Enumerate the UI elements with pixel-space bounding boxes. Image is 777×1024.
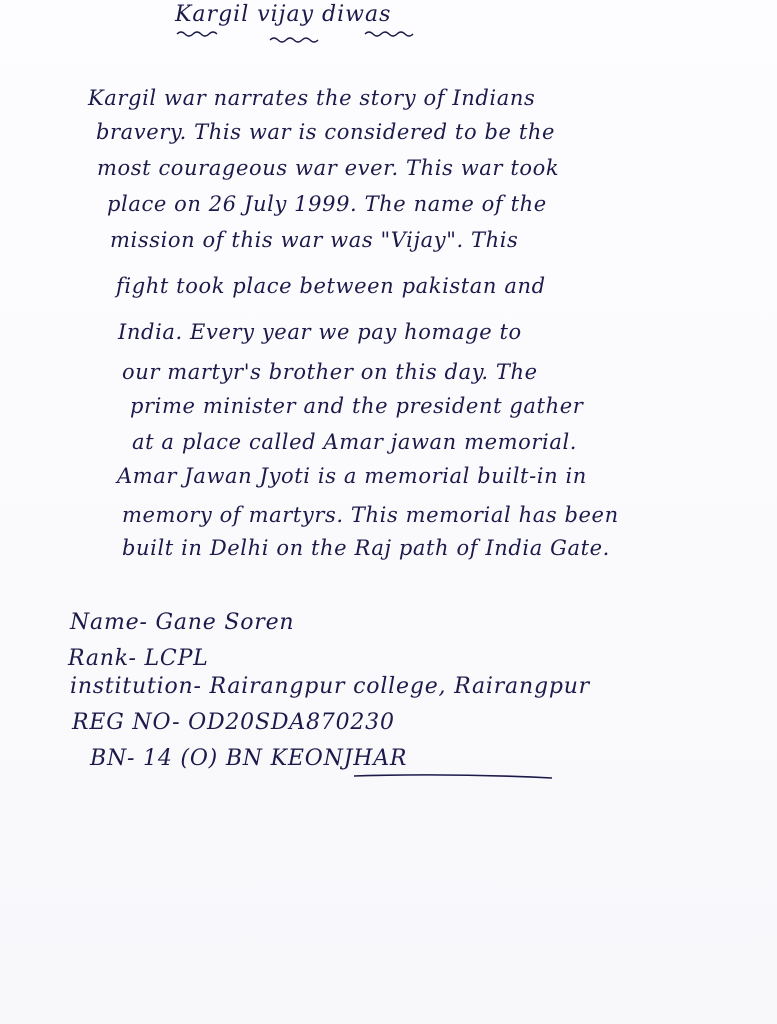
title-underline	[175, 26, 445, 46]
body-line: Amar Jawan Jyoti is a memorial built-in in	[117, 464, 587, 488]
body-line: bravery. This war is considered to be the	[96, 120, 556, 144]
battalion-underline	[352, 770, 562, 782]
registration-number: REG NO- OD20SDA870230	[72, 710, 395, 735]
body-line: mission of this war was "Vijay". This	[110, 228, 519, 252]
body-line: at a place called Amar jawan memorial.	[132, 430, 578, 454]
student-name: Name- Gane Soren	[70, 610, 295, 635]
body-line: fight took place between pakistan and	[116, 274, 546, 298]
body-line: memory of martyrs. This memorial has been	[122, 503, 619, 527]
student-rank: Rank- LCPL	[68, 646, 209, 671]
body-line: our martyr's brother on this day. The	[122, 360, 538, 384]
body-line: most courageous war ever. This war took	[97, 156, 560, 180]
body-line: place on 26 July 1999. The name of the	[107, 192, 547, 216]
body-line: India. Every year we pay homage to	[118, 320, 522, 344]
body-line: built in Delhi on the Raj path of India Gate.	[122, 536, 610, 560]
battalion: BN- 14 (O) BN KEONJHAR	[90, 746, 408, 771]
page-title: Kargil vijay diwas	[175, 2, 392, 27]
student-institution: institution- Rairangpur college, Rairangpur	[70, 674, 590, 699]
body-line: Kargil war narrates the story of Indians	[88, 86, 536, 110]
body-line: prime minister and the president gather	[130, 394, 584, 418]
